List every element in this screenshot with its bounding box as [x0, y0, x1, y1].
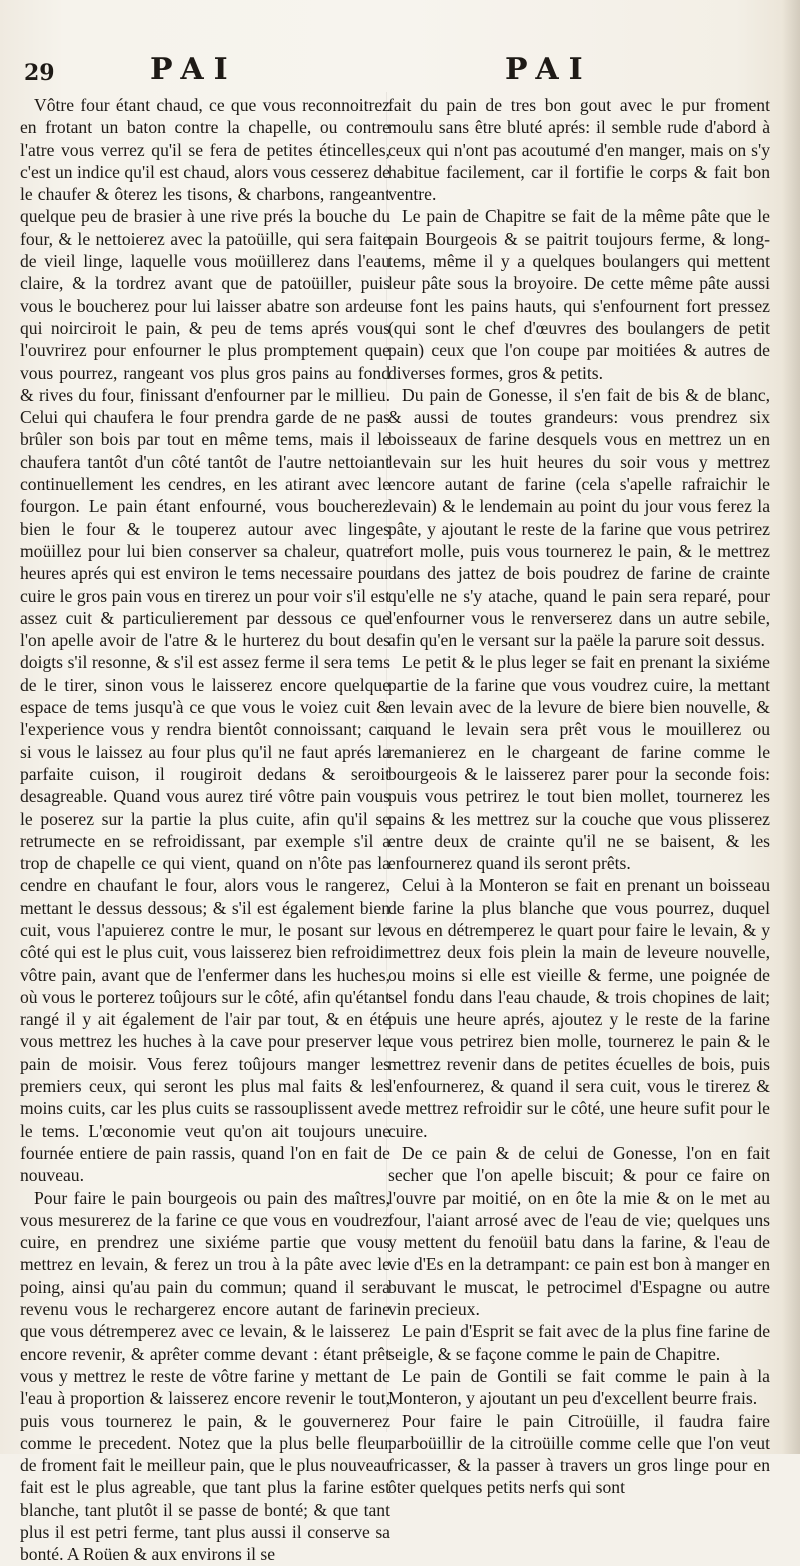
paragraph: De ce pain & de celui de Gonesse, l'on en fait secher que l'on apelle biscuit; & pour ce faire on l'ouvre par moitié, on en ôte la mie & on le met au four, l'aiant arrosé avec de l'eau de vie; quelques uns y mettent du fenoüil batu dans la farine, & l'eau de vie d'Es en la detrampant: ce pain est bon à manger en buvant le muscat, le petrocimel d'Espagne ou autre vin precieux.: [388, 1142, 770, 1320]
paragraph: Pour faire le pain bourgeois ou pain des maîtres, vous mesurerez de la farine ce que vous en voudrez cuire, en prendrez une sixiéme partie que vous mettrez en levain, & ferez un trou à la pâte avec le poing, ainsi qu'au pain du commun; quand il sera revenu vous le rechargerez encore autant de farine que vous détremperez avec ce levain, & le laisserez encore revenir, & aprêter comme devant : étant prêt vous y mettrez le reste de vôtre farine y mettant de l'eau à proportion & laisserez encore revenir le tout, puis vous tournerez le pain, & le gouvernerez comme le precedent. Notez que la plus belle fleur de froment fait le meilleur pain, que le plus nouveau fait est le plus agreable, que tant plus la farine est blanche, tant plutôt il se passe de bonté; & que tant plus il est petri ferme, tant plus aussi il conserve sa bonté. A Roüen & aux environs il se: [20, 1187, 390, 1565]
paragraph: Le pain d'Esprit se fait avec de la plus fine farine de seigle, & se façone comme le pain de Chapitre.: [388, 1321, 770, 1364]
running-head-right: PAI: [505, 52, 593, 87]
right-column: [388, 94, 770, 1499]
running-head-left: PAI: [150, 52, 238, 87]
paragraph: Pour faire le pain Citroüille, il faudra faire parboüillir de la citroüille comme celle que l'on veut fricasser, & la passer à travers un gros linge pour en ôter quelques petits nerfs qui sont: [388, 1410, 770, 1498]
paragraph: Du pain de Gonesse, il s'en fait de bis & de blanc, & aussi de toutes grandeurs: vous prendrez six boisseaux de farine desquels vous en mettrez un en levain sur les huit heures du soir vous y mettrez encore autant de farine (cela s'apelle rafraichir le levain) & le lendemain au point du jour vous ferez la pâte, y ajoutant le reste de la farine que vous petrirez fort molle, puis vous tournerez le pain, & le mettrez dans des jattez de bois poudrez de farine de crainte qu'elle ne s'y atache, quand le pain sera reparé, pour l'enfourner vous le renverserez dans un autre sebile, afin qu'en le versant sur la paële la parure soit dessus.: [388, 384, 770, 651]
paragraph: Vôtre four étant chaud, ce que vous reconnoitrez en frotant un baton contre la chapelle, ou contre l'atre vous verrez qu'il se fera de petites étincelles, c'est un indice qu'il est chaud, alors vous cesserez de le chaufer & ôterez les tisons, & charbons, rangeant quelque peu de brasier à une rive prés la bouche du four, & le nettoierez avec la patoüille, qui sera faite de vieil linge, laquelle vous moüillerez dans l'eau claire, & la tordrez avant que de patoüiller, puis vous le boucherez pour lui laisser abatre son ardeur qui noirciroit le pain, & peu de tems aprés vous l'ouvrirez pour enfourner le plus promptement que vous pourrez, rangeant vos plus gros pains au fond & rives du four, finissant d'enfourner par le millieu. Celui qui chaufera le four prendra garde de ne pas brûler son bois par tout en même tems, mais il le chaufera tantôt d'un côté tantôt de l'autre nettoiant continuellement les cendres, en les atirant avec le fourgon. Le pain étant enfourné, vous boucherez bien le four & le touperez autour avec linges moüillez pour lui bien conserver sa chaleur, quatre heures aprés qui est environ le tems necessaire pour cuire le gros pain vous en tirerez un pour voir s'il est assez cuit & particulierement par dessous ce que l'on apelle avoir de l'atre & le hurterez du bout des doigts s'il resonne, & s'il est assez ferme il sera tems de le tirer, sinon vous le laisserez encore quelque espace de tems jusqu'à ce que vous le voiez cuit & l'experience vous y rendra bientôt connoissant; car si vous le laissez au four plus qu'il ne faut aprés la parfaite cuison, il rougiroit dedans & seroit desagreable. Quand vous aurez tiré vôtre pain vous le poserez sur la partie la plus cuite, afin qu'il se retrumecte en se refroidissant, par exemple s'il a trop de chapelle ce qui vient, quand on n'ôte pas la cendre en chaufant le four, alors vous le rangerez, mettant le dessus dessous; & s'il est également bien cuit, vous l'apuierez contre le mur, le posant sur le côté qui est le plus cuit, vous laisserez bien refroidir vôtre pain, avant que de l'enfermer dans les huches, où vous le porterez toûjours sur le côté, afin qu'étant rangé il y ait également de l'air par tout, & en été vous mettrez les huches à la cave pour preserver le pain de moisir. Vous ferez toûjours manger les premiers ceux, qui seront les plus mal faits & les moins cuits, car les plus cuits se rassouplissent avec le tems. L'œconomie veut qu'on ait toujours une fournée entiere de pain rassis, quand l'on en fait de nouveau.: [20, 95, 390, 1186]
page-number: 29: [24, 60, 55, 86]
page-edge-shadow: [782, 0, 800, 1454]
paragraph: Celui à la Monteron se fait en prenant un boisseau de farine la plus blanche que vous pourrez, duquel vous en détremperez le quart pour faire le levain, & y mettrez deux fois plein la main de leveure nouvelle, ou moins si elle est vieille & ferme, une poignée de sel fondu dans l'eau chaude, & trois chopines de lait; puis une heure aprés, ajoutez y le reste de la farine que vous petrirez bien molle, tournerez le pain & le mettrez revenir dans de petites écuelles de bois, puis l'enfournerez, & quand il sera cuit, vous le tirerez & le mettrez refroidir sur le côté, une heure sufit pour le cuire.: [388, 875, 770, 1141]
paragraph: Le pain de Chapitre se fait de la même pâte que le pain Bourgeois & se paitrit toujours ferme, & long-tems, même il y a quelques boulangers qui mettent leur pâte sous la broyoire. De cette même pâte aussi se font les pains hauts, qui s'enfournent fort pressez (qui sont le chef d'œuvres des boulangers de petit pain) ceux que l'on coupe par moitiées & autres de diverses formes, gros & petits.: [388, 206, 770, 383]
page-header: [0, 52, 800, 92]
paragraph: fait du pain de tres bon gout avec le pur froment moulu sans être bluté aprés: il semble rude d'abord à ceux qui n'ont pas acoutumé d'en manger, mais on s'y habitue facilement, car il fortifie le corps & fait bon ventre.: [388, 95, 770, 205]
left-column: [20, 94, 390, 1566]
paragraph: Le petit & le plus leger se fait en prenant la sixiéme partie de la farine que vous voudrez cuire, la mettant en levain avec de la levure de biere bien nouvelle, & quand le levain sera prêt vous le mouillerez ou remanierez en le chargeant de farine comme le bourgeois & le laisserez parer pour la seconde fois: puis vous petrirez le tout bien mollet, tournerez les pains & les mettrez sur la couche que vous plisserez entre deux de crainte qu'il ne se baisent, & les enfournerez quand ils seront prêts.: [388, 652, 770, 874]
paragraph: Le pain de Gontili se fait comme le pain à la Monteron, y ajoutant un peu d'excellent beurre frais.: [388, 1365, 770, 1409]
